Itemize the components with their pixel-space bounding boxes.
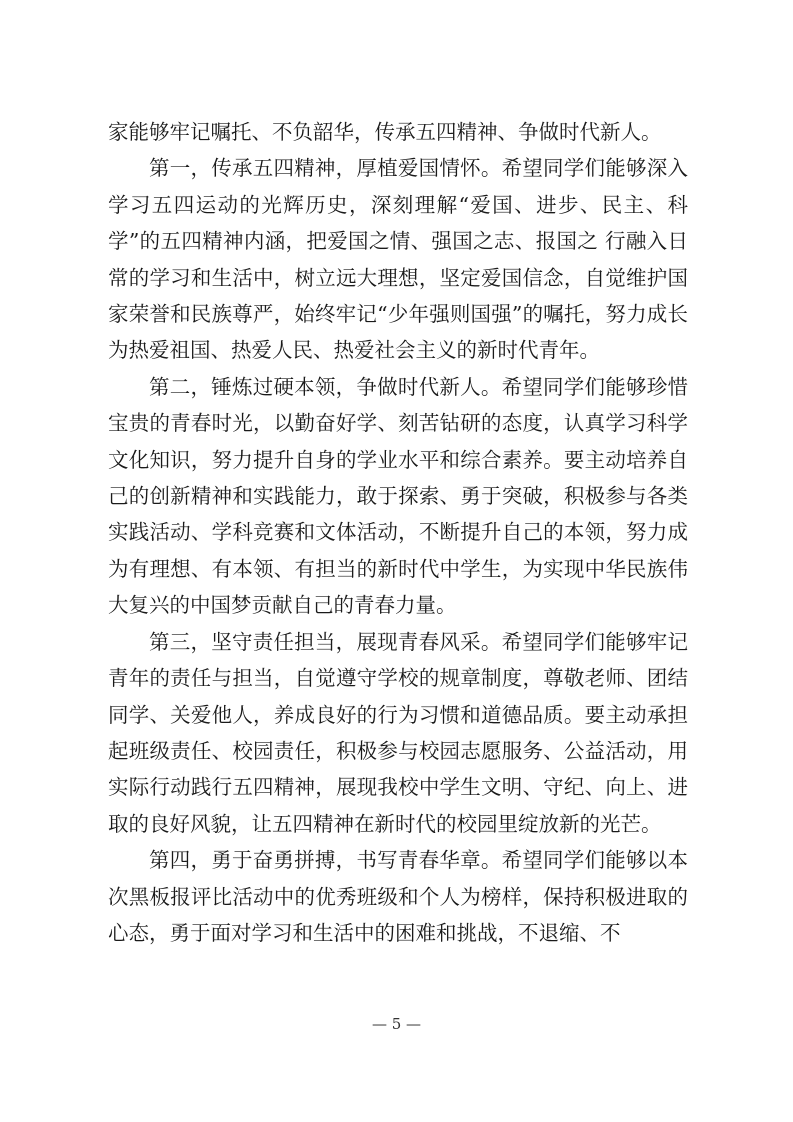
paragraph-second-point: 第二，锤炼过硬本领，争做时代新人。希望同学们能够珍惜宝贵的青春时光，以勤奋好学、刻苦钻研的态度，认真学习科学文化知识，努力提升自身的学业水平和综合素养。要主动培养自己的创新精神和实践能力，敢于探索、勇于突破，积极参与各类实践活动、学科竞赛和文体活动，不断提升自己的本领，努力成为有理想、有本领、有担当的新时代中学生，为实现中华民族伟大复兴的中国梦贡献自己的青春力量。: [108, 374, 688, 618]
paragraph-first-point: 第一，传承五四精神，厚植爱国情怀。希望同学们能够深入学习五四运动的光辉历史，深刻理解“爱国、进步、民主、科学”的五四精神内涵，把爱国之情、强国之志、报国之 行融入日常的学习和生活中，树立远大理想，坚定爱国信念，自觉维护国家荣誉和民族尊严，始终牢记“少年强则国强”的嘱托，努力成长为热爱祖国、热爱人民、热爱社会主义的新时代青年。: [108, 156, 688, 363]
paragraph-third-point: 第三，坚守责任担当，展现青春风采。希望同学们能够牢记青年的责任与担当，自觉遵守学校的规章制度，尊敬老师、团结同学、关爱他人，养成良好的行为习惯和道德品质。要主动承担起班级责任、校园责任，积极参与校园志愿服务、公益活动，用实际行动践行五四精神，展现我校中学生文明、守纪、向上、进取的良好风貌，让五四精神在新时代的校园里绽放新的光芒。: [108, 629, 688, 836]
page-number: — 5 —: [371, 1015, 422, 1033]
paragraph-fourth-point: 第四，勇于奋勇拼搏，书写青春华章。希望同学们能够以本次黑板报评比活动中的优秀班级和个人为榜样，保持积极进取的心态，勇于面对学习和生活中的困难和挑战，不退缩、不: [108, 848, 688, 945]
body-text: [108, 114, 688, 951]
paragraph-continuation: 家能够牢记嘱托、不负韶华，传承五四精神、争做时代新人。: [108, 120, 662, 144]
